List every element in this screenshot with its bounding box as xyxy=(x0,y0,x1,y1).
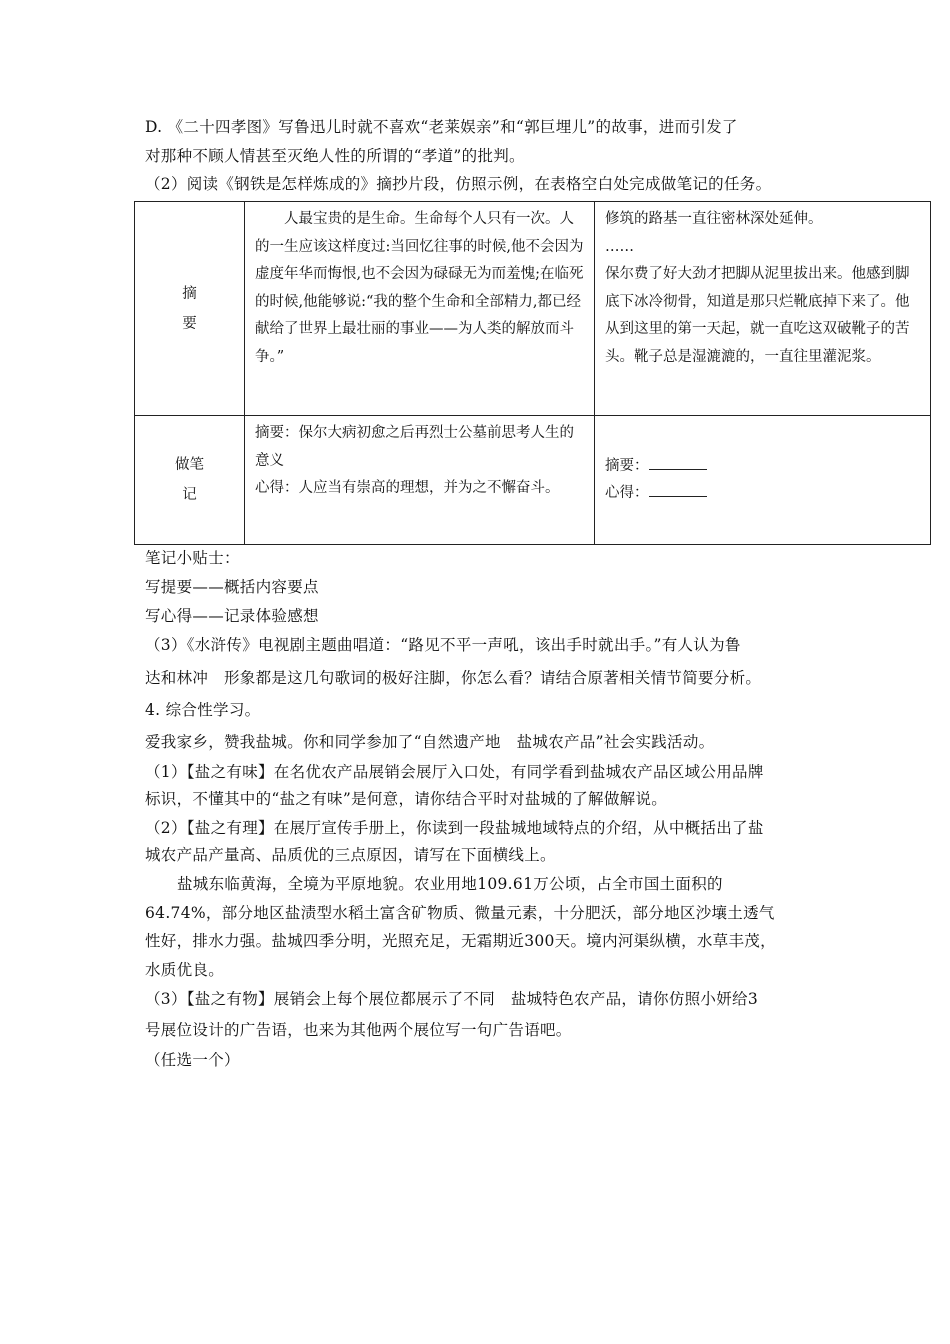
question-2-prompt: （2）阅读《钢铁是怎样炼成的》摘抄片段，仿照示例，在表格空白处完成做笔记的任务。 xyxy=(145,175,772,193)
task-3-line1: （3）【盐之有物】展销会上每个展位都展示了不同 盐城特色农产品，请你仿照小妍给3 xyxy=(145,990,758,1008)
section-4-intro: 爱我家乡，赞我盐城。你和同学参加了“自然遗产地 盐城农产品”社会实践活动。 xyxy=(145,733,715,751)
table-row-excerpt xyxy=(135,202,931,416)
row-label-excerpt: 摘 要 xyxy=(135,202,245,416)
excerpt-text-2b: …… xyxy=(605,238,634,255)
option-d-line1: D. 《二十四孝图》写鲁迅儿时就不喜欢“老莱娱亲”和“郭巨埋儿”的故事，进而引发了 xyxy=(145,118,738,136)
note-cell-example xyxy=(245,416,595,545)
tips-summary: 写提要——概括内容要点 xyxy=(145,578,319,596)
option-d-line2: 对那种不顾人情甚至灭绝人性的所谓的“孝道”的批判。 xyxy=(145,147,525,165)
tips-title: 笔记小贴士： xyxy=(145,549,240,567)
note-example-insight: 心得：人应当有崇高的理想，并为之不懈奋斗。 xyxy=(255,480,560,496)
answer-insight-label: 心得： xyxy=(605,485,649,501)
passage-line3: 性好，排水力强。盐城四季分明，光照充足，无霜期近300天。境内河渠纵横，水草丰茂， xyxy=(145,932,776,950)
note-cell-answer xyxy=(595,416,931,545)
task-1-line1: （1）【盐之有味】在名优农产品展销会展厅入口处，有同学看到盐城农产品区域公用品牌 xyxy=(145,763,764,781)
excerpt-text-2a: 修筑的路基一直往密林深处延伸。 xyxy=(605,211,823,227)
excerpt-cell-2 xyxy=(595,202,931,416)
passage-line4: 水质优良。 xyxy=(145,961,225,979)
row-label-notes: 做笔 记 xyxy=(135,416,245,545)
excerpt-text-1: 人最宝贵的是生命。生命每个人只有一次。人的一生应该这样度过:当回忆往事的时候,他不会因为虚度年华而悔恨,也不会因为碌碌无为而羞愧;在临死的时候,他能够说:“我的整个生命和全部精力,都已经献给了世界上最壮丽的事业——为人类的解放而斗争。” xyxy=(255,211,584,365)
reading-notes-table xyxy=(134,201,931,545)
answer-summary-blank[interactable] xyxy=(649,453,707,470)
question-3-line1: （3）《水浒传》电视剧主题曲唱道：“路见不平一声吼，该出手时就出手。”有人认为鲁 xyxy=(145,636,741,654)
excerpt-text-2c: 保尔费了好大劲才把脚从泥里拔出来。他感到脚底下冰冷彻骨，知道是那只烂靴底掉下来了。他从到这里的第一天起，就一直吃这双破靴子的苦头。靴子总是湿漉漉的，一直往里灌泥浆。 xyxy=(605,266,910,365)
section-4-title: 4. 综合性学习。 xyxy=(145,701,261,719)
answer-insight-blank[interactable] xyxy=(649,480,707,497)
question-3-line2: 达和林冲 形象都是这几句歌词的极好注脚，你怎么看？请结合原著相关情节简要分析。 xyxy=(145,669,762,687)
task-3-line2: 号展位设计的广告语，也来为其他两个展位写一句广告语吧。 xyxy=(145,1021,572,1039)
task-2-line2: 城农产品产量高、品质优的三点原因，请写在下面横线上。 xyxy=(145,846,556,864)
passage-line1: 盐城东临黄海，全境为平原地貌。农业用地109.61万公顷，占全市国土面积的 xyxy=(177,875,723,893)
tips-insight: 写心得——记录体验感想 xyxy=(145,607,319,625)
note-example-summary: 摘要：保尔大病初愈之后再烈士公墓前思考人生的意义 xyxy=(255,425,574,469)
task-3-note: （任选一个） xyxy=(145,1051,240,1069)
task-1-line2: 标识，不懂其中的“盐之有味”是何意，请你结合平时对盐城的了解做解说。 xyxy=(145,790,668,808)
passage-line2: 64.74%，部分地区盐渍型水稻土富含矿物质、微量元素，十分肥沃，部分地区沙壤土透气 xyxy=(145,904,775,922)
excerpt-cell-1 xyxy=(245,202,595,416)
answer-summary-label: 摘要： xyxy=(605,457,649,474)
table-row-notes xyxy=(135,416,931,545)
task-2-line1: （2）【盐之有理】在展厅宣传手册上，你读到一段盐城地域特点的介绍，从中概括出了盐 xyxy=(145,819,764,837)
